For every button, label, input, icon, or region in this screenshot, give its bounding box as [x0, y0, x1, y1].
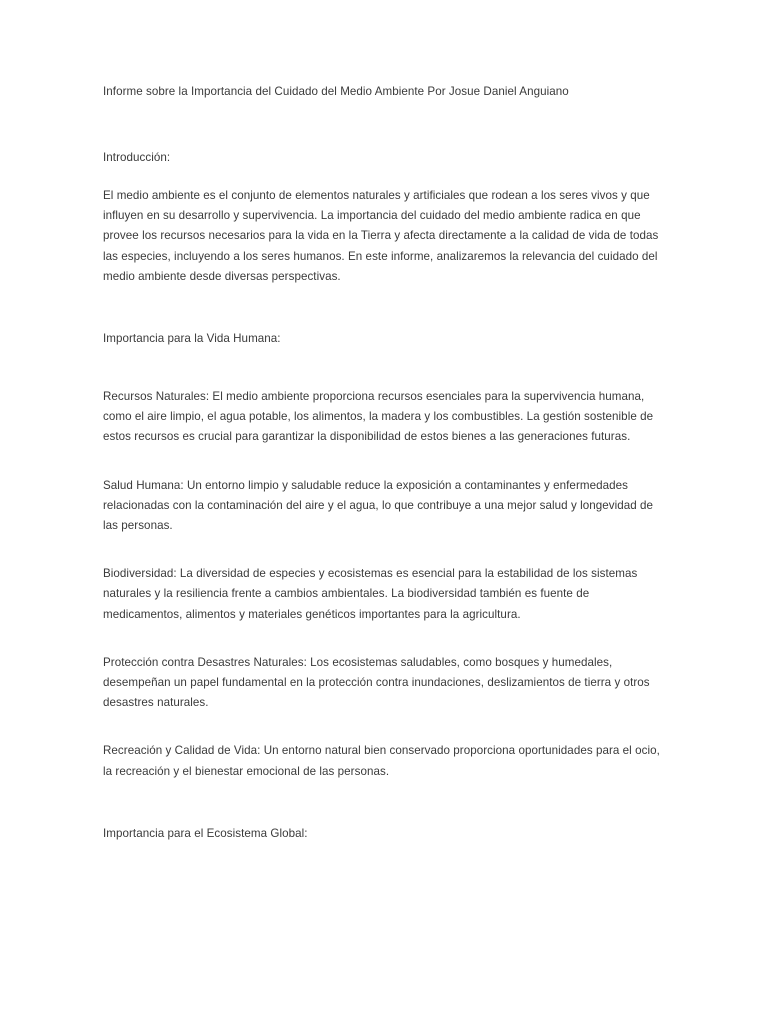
paragraph-biodiversidad: Biodiversidad: La diversidad de especies y ecosistemas es esencial para la estabilidad de los sistemas naturales y la resiliencia frente a cambios ambientales. La biodiversidad también es fuente de medicamentos, alimentos y materiales genéticos importantes para la agricultura.	[103, 567, 638, 621]
paragraph-recursos-naturales: Recursos Naturales: El medio ambiente proporciona recursos esenciales para la supervivencia humana, como el aire limpio, el agua potable, los alimentos, la madera y los combustibles. La gestión sostenible de estos recursos es crucial para garantizar la disponibilidad de estos bienes a las generaciones futuras.	[103, 390, 654, 444]
spacer-vidahumana-recursos	[103, 349, 667, 387]
spacer-salud-biodiversidad	[103, 536, 667, 564]
document-content	[103, 82, 667, 844]
paragraph-salud-humana: Salud Humana: Un entorno limpio y saludable reduce la exposición a contaminantes y enfermedades relacionadas con la contaminación del aire y el agua, lo que contribuye a una mejor salud y longevidad de las personas.	[103, 478, 654, 533]
section-heading-ecosistema-global: Importancia para el Ecosistema Global:	[103, 826, 308, 840]
spacer-recursos-salud	[103, 448, 667, 476]
section-heading-vida-humana: Importancia para la Vida Humana:	[103, 332, 281, 346]
spacer-title-intro	[103, 102, 667, 148]
paragraph-proteccion-desastres-naturales: Protección contra Desastres Naturales: Los ecosistemas saludables, como bosques y humedales, desempeñan un papel fundamental en la protección contra inundaciones, deslizamientos de tierra y otros desastres naturales.	[103, 655, 650, 710]
section-heading-introduccion: Introducción:	[103, 151, 171, 164]
spacer-intro-heading-body	[103, 168, 667, 186]
document-title: Informe sobre la Importancia del Cuidado del Medio Ambiente Por Josue Daniel Anguiano	[103, 85, 569, 98]
spacer-recreacion-ecosistema	[103, 782, 667, 824]
paragraph-recreacion-calidad-vida: Recreación y Calidad de Vida: Un entorno natural bien conservado proporciona oportunidades para el ocio, la recreación y el bienestar emocional de las personas.	[103, 744, 660, 778]
spacer-biodiversidad-desastres	[103, 625, 667, 653]
spacer-desastres-recreacion	[103, 713, 667, 741]
paragraph-introduccion: El medio ambiente es el conjunto de elementos naturales y artificiales que rodean a los seres vivos y que influyen en su desarrollo y supervivencia. La importancia del cuidado del medio ambiente radica en que provee los recursos necesarios para la vida en la Tierra y afecta directamente a la calidad de vida de todas las especies, incluyendo a los seres humanos. En este informe, analizaremos la relevancia del cuidado del medio ambiente desde diversas perspectivas.	[103, 189, 659, 283]
spacer-intro-vidahumana	[103, 287, 667, 329]
